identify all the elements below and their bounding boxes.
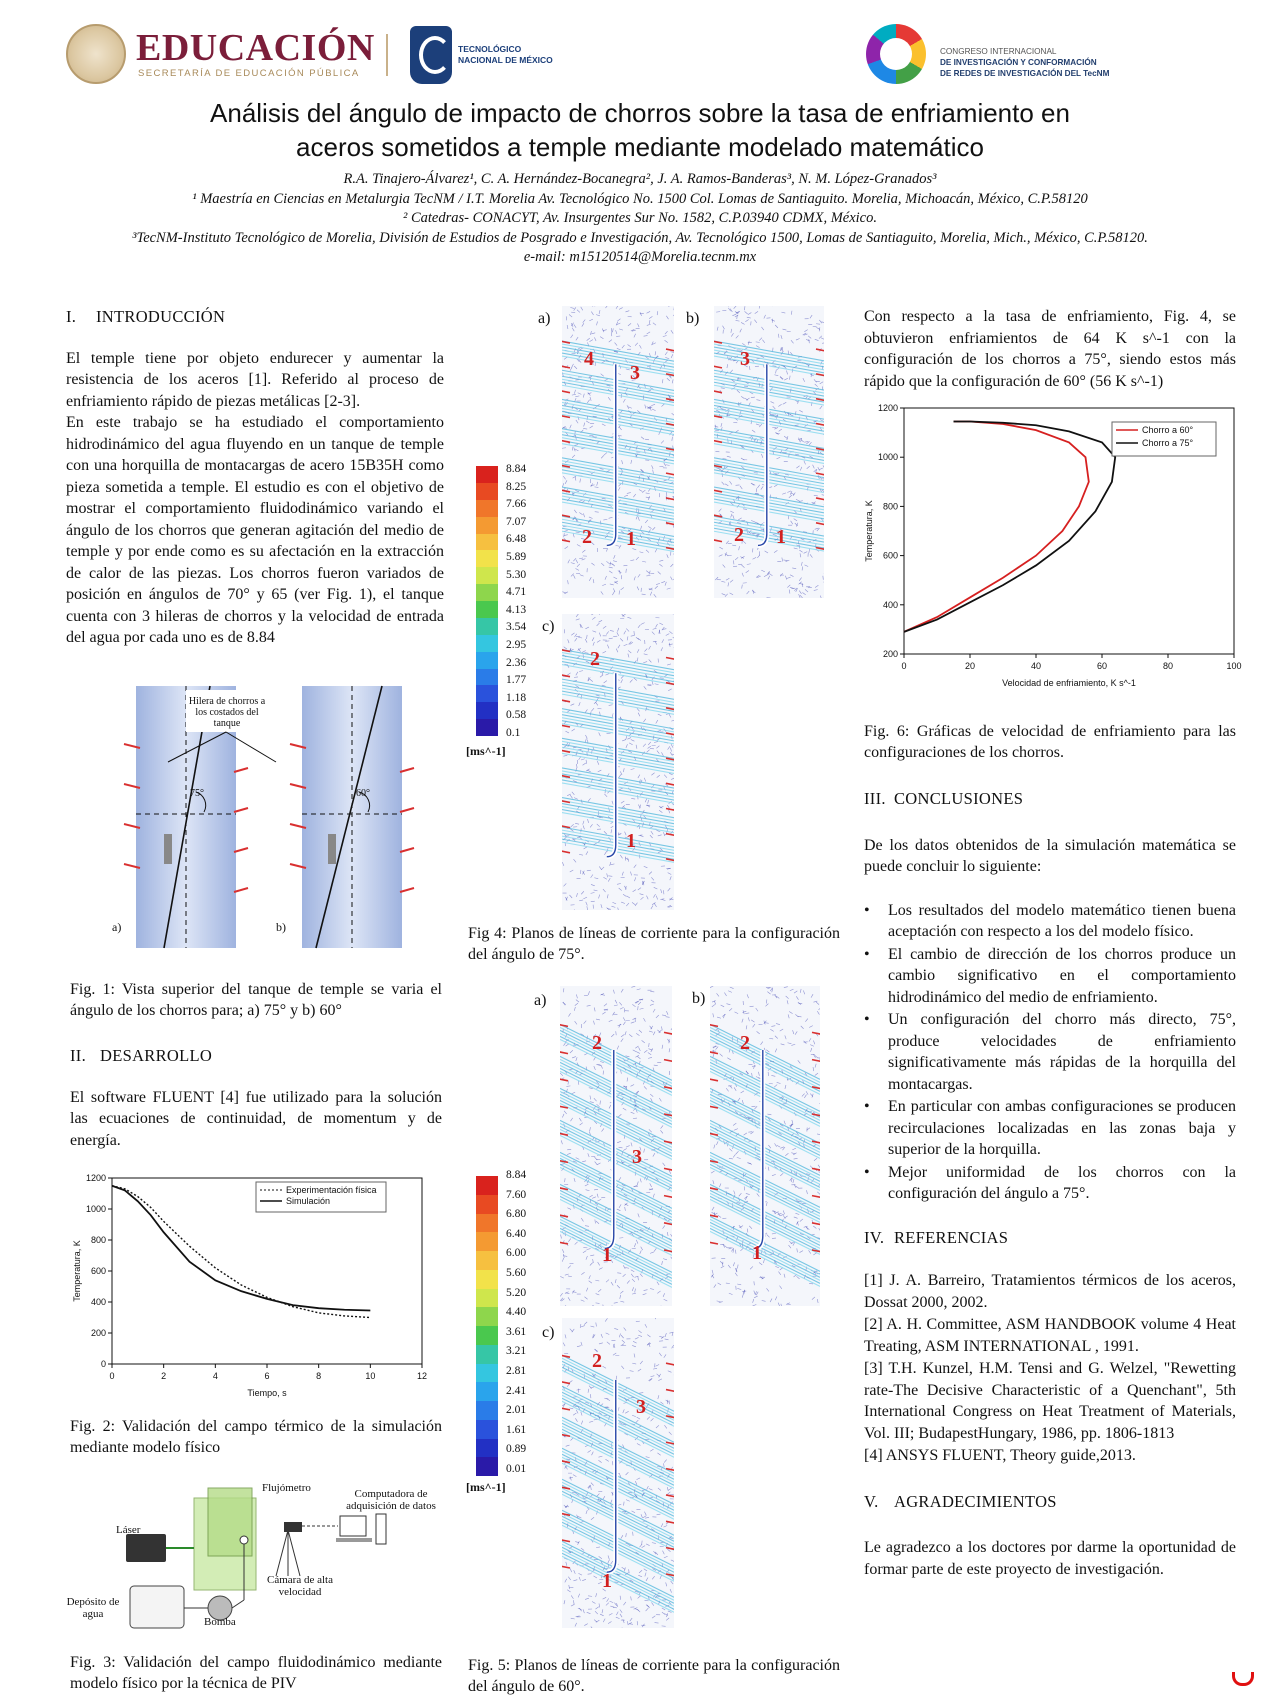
fig2-caption: Fig. 2: Validación del campo térmico de la simulación mediante modelo físico	[70, 1418, 442, 1456]
colorbar-swatch	[476, 652, 498, 669]
x-tick-label: 60	[1096, 661, 1108, 671]
colorbar-label: 8.84	[506, 1169, 527, 1181]
x-tick-label: 2	[161, 1371, 167, 1381]
colorbar-swatch	[476, 1251, 498, 1270]
x-tick-label: 8	[316, 1371, 322, 1381]
x-tick-label: 80	[1162, 661, 1174, 671]
author-email: e-mail: m15120514@Morelia.tecnm.mx	[523, 249, 757, 265]
fig5-label-a: a)	[534, 992, 547, 1009]
intro-paragraph-2: En este trabajo se ha estudiado el comportamiento hidrodinámico del agua fluyendo en un tanque de temple con una horquilla de montacargas de acero 15B35H como pieza sometida a temple. El estudio es con el objetivo de mostrar el comportamiento fluidodinámico variando el ángulo de los chorros que generan agitación del medio de temple y por ende como es su afectación en la extracción de calor de las piezas. Los chorros fueron variados de posición en ángulos de 70° y 65 (ver Fig. 1), el tanque cuenta con 3 hileras de chorros y la velocidad de entrada del agua por cada uno es de 8.84	[66, 414, 444, 646]
y-tick-label: 800	[882, 501, 898, 512]
streamline-plot	[714, 306, 824, 598]
fig5-panel-a	[560, 986, 672, 1306]
y-tick-label: 0	[100, 1359, 106, 1369]
colorbar-swatch	[476, 1401, 498, 1420]
referencias-heading	[864, 1227, 1236, 1249]
colorbar-label: 3.54	[506, 621, 527, 634]
colorbar-label: 6.48	[506, 533, 527, 546]
colorbar-label: 6.40	[506, 1227, 527, 1240]
streamline-plot	[562, 306, 674, 598]
colorbar-label: 7.60	[506, 1188, 527, 1201]
streamline-plot	[562, 1318, 674, 1628]
fig4-panel-b	[714, 306, 824, 598]
fig3-flujometro-label: Flujómetro	[262, 1482, 311, 1494]
y-tick-label: 1000	[877, 452, 898, 463]
colorbar-swatch	[476, 567, 498, 584]
colorbar-label: 5.20	[506, 1286, 527, 1299]
colorbar-swatch	[476, 635, 498, 652]
reference-item: [2] A. H. Committee, ASM HANDBOOK volume 4 Heat Treating, ASM INTERNATIONAL , 1991.	[864, 1316, 1236, 1355]
streamline-plot	[710, 986, 820, 1306]
colorbar-label: 4.40	[506, 1306, 527, 1319]
fig5-panel-c	[562, 1318, 674, 1628]
x-axis-label: Tiempo, s	[247, 1388, 287, 1398]
desarrollo-heading	[70, 1045, 442, 1067]
fig4-a-zone-1: 1	[626, 528, 636, 550]
fig6-chart	[862, 400, 1242, 706]
fig3-caption: Fig. 3: Validación del campo fluidodinámico mediante modelo físico por la técnica de PIV	[70, 1654, 442, 1692]
y-tick-label: 800	[90, 1235, 106, 1245]
list-item: • Mejor uniformidad de los chorros con la configuración del ángulo a 75°.	[864, 1162, 1236, 1205]
colorbar-swatch	[476, 1176, 498, 1195]
y-axis-label: Temperatura, K	[72, 1240, 82, 1302]
legend-label: Simulación	[286, 1196, 331, 1206]
fig4-label-c: c)	[542, 618, 555, 635]
fig3-computadora-label: Computadora de adquisición de datos	[346, 1488, 436, 1512]
fig5-label-b: b)	[692, 990, 706, 1007]
reference-item: [1] J. A. Barreiro, Tratamientos térmicos de los aceros, Dossat 2000, 2002.	[864, 1272, 1236, 1311]
x-tick-label: 0	[109, 1371, 115, 1381]
congreso-line3: DE REDES DE INVESTIGACIÓN DEL TecNM	[940, 69, 1110, 78]
list-item: • Un configuración del chorro más directo, 75°, produce velocidades de enfriamiento significativamente más rápidas de la horquilla del montacargas.	[864, 1009, 1236, 1095]
authors-block	[40, 170, 1240, 268]
fig4-b-zone-3: 3	[740, 348, 750, 370]
colorbar-swatch	[476, 1439, 498, 1458]
tecnm-logo	[410, 26, 570, 88]
results-paragraph: Con respecto a la tasa de enfriamiento, Fig. 4, se obtuvieron enfriamientos de 64 K s^-1 con la configuración de los chorros a 75°, siendo estos más rápido que la configuración de 60° (56 K s^-1)	[864, 308, 1236, 390]
colorbar-label: 3.61	[506, 1325, 527, 1338]
tecnm-line2: NACIONAL DE MÉXICO	[458, 55, 553, 65]
colorbar-label: 1.18	[506, 691, 527, 704]
corner-mark-icon	[1232, 1672, 1254, 1686]
fig4-c-zone-1: 1	[626, 830, 636, 852]
colorbar-swatch	[476, 1195, 498, 1214]
x-tick-label: 12	[416, 1371, 428, 1381]
paper-title	[140, 96, 1140, 164]
x-tick-label: 100	[1226, 661, 1242, 671]
legend-label: Experimentación física	[286, 1185, 377, 1195]
fig4-c-zone-2: 2	[590, 648, 600, 670]
colorbar-swatch	[476, 1307, 498, 1326]
colorbar-swatch	[476, 1214, 498, 1233]
reference-item: [3] T.H. Kunzel, H.M. Tensi and G. Welzel, "Rewetting rate-The Decisive Characteristic of a Quenchant", 5th International Congress on Heat Treatment of Materials, Vol. III; BudapestHungary, 1986, pp. 1806-1813	[864, 1360, 1236, 1442]
fig1-angle-a: 75°	[190, 788, 204, 799]
conclusiones-paragraph: De los datos obtenidos de la simulación matemática se puede concluir lo siguiente:	[864, 836, 1236, 875]
colorbar-label: 6.80	[506, 1208, 527, 1221]
fig4-label-b: b)	[686, 310, 700, 327]
colorbar-swatch	[476, 1270, 498, 1289]
fig5-panel-b	[710, 986, 820, 1306]
colorbar-swatch	[476, 500, 498, 517]
legend-label: Chorro a 75°	[1142, 438, 1194, 448]
colorbar-label: 2.41	[506, 1384, 527, 1397]
x-tick-label: 10	[365, 1371, 376, 1381]
fig3-camara-label: Cámara de alta velocidad	[267, 1574, 333, 1598]
intro-heading-text: INTRODUCCIÓN	[96, 307, 226, 326]
fig1-angle-b: 60°	[356, 788, 370, 799]
colorbar-swatch	[476, 1232, 498, 1251]
colorbar-label: 0.89	[506, 1443, 527, 1456]
colorbar-swatch	[476, 534, 498, 551]
colorbar-label: 2.95	[506, 639, 527, 651]
fig4-unit: [ms^-1]	[466, 744, 506, 758]
colorbar-swatch	[476, 685, 498, 702]
colorbar-label: 6.00	[506, 1247, 527, 1260]
x-tick-label: 20	[964, 661, 976, 671]
congreso-line2: DE INVESTIGACIÓN Y CONFORMACIÓN	[940, 58, 1097, 67]
fig4-colorbar-labels	[506, 464, 546, 740]
streamline-plot	[562, 614, 674, 910]
y-tick-label: 200	[882, 649, 898, 659]
y-tick-label: 600	[90, 1266, 106, 1276]
colorbar-swatch	[476, 1364, 498, 1383]
fig5-caption: Fig. 5: Planos de líneas de corriente para la configuración del ángulo de 60°.	[468, 1657, 840, 1695]
y-tick-label: 600	[882, 550, 898, 561]
tecnm-emblem-icon	[410, 26, 452, 84]
colorbar-label: 2.81	[506, 1365, 527, 1377]
logo-divider	[386, 34, 388, 76]
author-names: R.A. Tinajero-Álvarez¹, C. A. Hernández-Bocanegra², J. A. Ramos-Banderas³, N. M. López-Granados³	[343, 171, 937, 187]
colorbar-swatch	[476, 550, 498, 567]
colorbar-swatch	[476, 1345, 498, 1364]
conclusiones-heading	[864, 788, 1236, 810]
fig2-chart	[66, 1166, 432, 1400]
colorbar-label: 0.1	[506, 727, 521, 739]
colorbar-label: 2.36	[506, 656, 527, 669]
colorbar-swatch	[476, 1326, 498, 1345]
colorbar-label: 8.84	[506, 463, 527, 475]
fig5-b-zone-1: 1	[752, 1242, 762, 1264]
conclusiones-num: III.	[864, 789, 886, 808]
title-line1: Análisis del ángulo de impacto de chorros sobre la tasa de enfriamiento en	[210, 98, 1070, 128]
referencias-num: IV.	[864, 1227, 885, 1247]
fig1-annotation: Hilera de chorros a los costados del tanque	[188, 696, 266, 729]
fig3-deposito-label: Depósito de agua	[66, 1596, 120, 1620]
fig5-unit: [ms^-1]	[466, 1480, 506, 1494]
fig1-diagram	[106, 684, 422, 950]
fig4-b-zone-2: 2	[734, 524, 744, 546]
fig4-a-zone-3: 3	[630, 362, 640, 384]
y-tick-label: 1200	[877, 403, 898, 413]
conclusiones-list	[864, 900, 1236, 1205]
desarrollo-paragraph: El software FLUENT [4] fue utilizado para la solución las ecuaciones de continuidad, de momentum y de energía.	[70, 1088, 442, 1149]
series-line-2	[904, 422, 1115, 632]
x-tick-label: 0	[901, 661, 907, 671]
series-line-1	[904, 422, 1089, 632]
colorbar-swatch	[476, 1420, 498, 1439]
fig5-label-c: c)	[542, 1324, 555, 1341]
title-line2: aceros sometidos a temple mediante modelado matemático	[296, 132, 984, 162]
colorbar-label: 4.13	[506, 603, 527, 616]
fig3-diagram	[60, 1480, 440, 1630]
agradecimientos-num: V.	[864, 1491, 879, 1511]
educacion-logo	[66, 24, 375, 88]
y-axis-label: Temperatura, K	[864, 500, 874, 562]
fig5-c-zone-1: 1	[602, 1570, 612, 1592]
colorbar-swatch	[476, 1382, 498, 1401]
fig5-b-zone-2: 2	[740, 1032, 750, 1054]
y-tick-label: 400	[90, 1297, 106, 1307]
colorbar-label: 0.58	[506, 709, 527, 722]
desarrollo-heading-text: DESARROLLO	[100, 1046, 213, 1065]
mexico-seal-icon	[66, 24, 126, 84]
fig5-a-zone-1: 1	[602, 1244, 612, 1266]
list-item: • En particular con ambas configuraciones se producen recirculaciones localizadas en las zonas baja y superior de la horquilla.	[864, 1096, 1236, 1161]
y-tick-label: 400	[882, 599, 898, 610]
fig5-c-zone-3: 3	[636, 1396, 646, 1418]
colorbar-swatch	[476, 483, 498, 500]
x-tick-label: 4	[212, 1371, 218, 1381]
x-axis-label: Velocidad de enfriamiento, K s^-1	[1002, 678, 1136, 688]
referencias-heading-text: REFERENCIAS	[894, 1227, 1009, 1247]
fig1-label-a: a)	[112, 920, 122, 934]
agradecimientos-paragraph: Le agradezco a los doctores por darme la oportunidad de formar parte de este proyecto de investigación.	[864, 1539, 1236, 1578]
agradecimientos-heading-text: AGRADECIMIENTOS	[894, 1491, 1057, 1511]
y-tick-label: 1200	[85, 1173, 106, 1183]
colorbar-swatch	[476, 719, 498, 736]
intro-paragraph-1: El temple tiene por objeto endurecer y aumentar la resistencia de los aceros [1]. Referido al proceso de enfriamiento rápido de piezas metálicas [2-3].	[66, 349, 444, 410]
desarrollo-num: II.	[70, 1046, 87, 1065]
colorbar-swatch	[476, 1289, 498, 1308]
affiliation-1: ¹ Maestría en Ciencias en Metalurgia TecNM / I.T. Morelia Av. Tecnológico No. 1500 Col. Lomas de Santiaguito. Morelia, Michoacán, México, C.P.58120	[192, 190, 1088, 207]
colorbar-swatch	[476, 601, 498, 618]
fig5-colorbar	[476, 1176, 498, 1476]
intro-heading	[66, 306, 444, 328]
fig4-b-zone-1: 1	[776, 526, 786, 548]
fig6-caption: Fig. 6: Gráficas de velocidad de enfriamiento para las configuraciones de los chorros.	[864, 723, 1236, 761]
sep-subtitle: SECRETARÍA DE EDUCACIÓN PÚBLICA	[138, 68, 360, 79]
fig4-a-zone-4: 4	[584, 348, 594, 370]
fig1-label-b: b)	[276, 920, 286, 934]
list-item: • El cambio de dirección de los chorros produce un cambio significativo en el comportamiento hidrodinámico del medio de enfriamiento.	[864, 944, 1236, 1009]
colorbar-swatch	[476, 1457, 498, 1476]
tecnm-wordmark	[458, 44, 553, 66]
fig4-label-a: a)	[538, 310, 551, 327]
y-tick-label: 200	[90, 1328, 106, 1338]
colorbar-label: 5.89	[506, 551, 527, 563]
reference-item: [4] ANSYS FLUENT, Theory guide,2013.	[864, 1447, 1136, 1464]
colorbar-label: 5.60	[506, 1267, 527, 1279]
fig1-caption: Fig. 1: Vista superior del tanque de temple se varia el ángulo de los chorros para; a) 75° y b) 60°	[70, 981, 442, 1019]
colorbar-label: 2.01	[506, 1404, 527, 1417]
y-tick-label: 1000	[85, 1204, 106, 1214]
fig5-a-zone-2: 2	[592, 1032, 602, 1054]
educacion-wordmark: EDUCACIÓN	[136, 27, 375, 69]
colorbar-swatch	[476, 517, 498, 534]
fig4-colorbar	[476, 466, 498, 736]
fig5-colorbar-labels	[506, 1170, 546, 1476]
congreso-wordmark	[940, 46, 1109, 79]
fig4-panel-a	[562, 306, 674, 598]
fig4-a-zone-2: 2	[582, 526, 592, 548]
legend-label: Chorro a 60°	[1142, 425, 1194, 435]
colorbar-label: 0.01	[506, 1463, 527, 1475]
congreso-logo	[866, 24, 1116, 88]
agradecimientos-heading	[864, 1491, 1236, 1513]
colorbar-label: 3.21	[506, 1345, 527, 1358]
fig4-caption: Fig 4: Planos de líneas de corriente para la configuración del ángulo de 75°.	[468, 925, 840, 963]
fig3-laser-label: Láser	[116, 1524, 141, 1536]
colorbar-swatch	[476, 466, 498, 483]
intro-num: I.	[66, 307, 77, 326]
fig5-a-zone-3: 3	[632, 1146, 642, 1168]
affiliation-3: ³TecNM-Instituto Tecnológico de Morelia, División de Estudios de Posgrado e Investigación, Av. Tecnológico 1500, Lomas de Santiaguito, Morelia, Mich., México, C.P.58120.	[132, 229, 1148, 246]
colorbar-swatch	[476, 669, 498, 686]
conclusiones-heading-text: CONCLUSIONES	[894, 789, 1024, 808]
colorbar-swatch	[476, 702, 498, 719]
colorbar-label: 7.07	[506, 515, 527, 528]
colorbar-label: 5.30	[506, 568, 527, 581]
conclusiones-section	[864, 788, 1236, 1580]
intro-section	[66, 306, 444, 649]
colorbar-swatch	[476, 584, 498, 601]
tecnm-line1: TECNOLÓGICO	[458, 44, 522, 54]
fig4-panel-c	[562, 614, 674, 910]
congreso-ring-icon	[866, 24, 926, 84]
colorbar-label: 4.71	[506, 586, 527, 599]
affiliation-2: ² Catedras- CONACYT, Av. Insurgentes Sur No. 1582, C.P.03940 CDMX, México.	[403, 210, 877, 226]
colorbar-label: 1.77	[506, 674, 527, 687]
congreso-line1: CONGRESO INTERNACIONAL	[940, 47, 1057, 56]
x-tick-label: 40	[1030, 661, 1042, 671]
fig3-bomba-label: Bomba	[204, 1616, 236, 1628]
desarrollo-section	[70, 1045, 442, 1151]
streamline-plot	[560, 986, 672, 1306]
fig5-c-zone-2: 2	[592, 1350, 602, 1372]
colorbar-label: 7.66	[506, 498, 527, 511]
colorbar-label: 1.61	[506, 1423, 527, 1436]
colorbar-swatch	[476, 618, 498, 635]
colorbar-label: 8.25	[506, 480, 527, 493]
references-list	[864, 1270, 1236, 1467]
x-tick-label: 6	[264, 1371, 270, 1381]
list-item: • Los resultados del modelo matemático tienen buena aceptación con respecto a los del modelo físico.	[864, 900, 1236, 943]
